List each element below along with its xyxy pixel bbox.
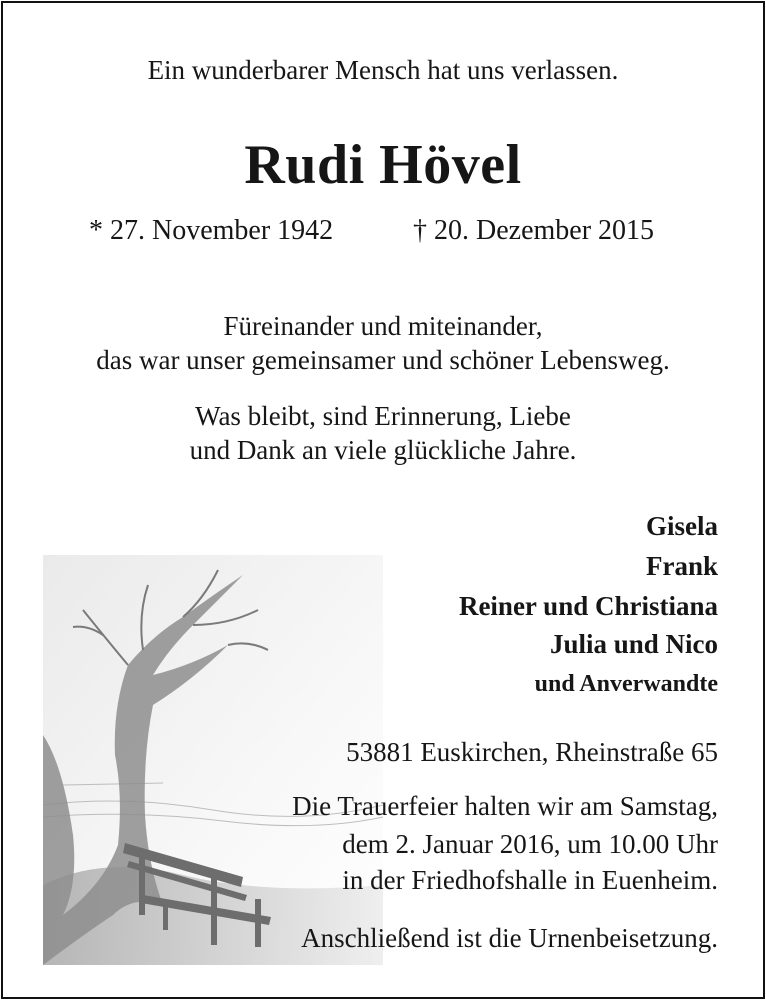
verse-line: das war unser gemeinsamer und schöner Lebensweg. (96, 345, 670, 375)
birth-date: * 27. November 1942 (89, 215, 334, 246)
verse-two (3, 399, 763, 467)
intro-text: Ein wunderbarer Mensch hat uns verlassen. (147, 55, 619, 85)
verse-line: Füreinander und miteinander, (223, 311, 543, 341)
obituary-notice (1, 1, 765, 999)
closing-text: Anschließend ist die Urnenbeisetzung. (301, 923, 718, 953)
deceased-name: Rudi Hövel (244, 134, 522, 196)
mourner-relatives: und Anverwandte (534, 671, 718, 697)
mourner-name: Reiner und Christiana (458, 591, 718, 621)
mourner-name: Julia und Nico (549, 629, 718, 659)
funeral-line: Die Trauerfeier halten wir am Samstag, (292, 791, 718, 821)
mourner-name: Frank (645, 551, 718, 581)
verse-line: und Dank an viele glückliche Jahre. (189, 435, 577, 465)
verse-line: Was bleibt, sind Erinnerung, Liebe (195, 401, 571, 431)
death-date: † 20. Dezember 2015 (413, 215, 655, 246)
tree-bench-illustration (43, 555, 383, 965)
verse-one (3, 309, 763, 377)
funeral-line: in der Friedhofshalle in Euenheim. (342, 865, 718, 895)
funeral-line: dem 2. Januar 2016, um 10.00 Uhr (342, 829, 718, 859)
mourner-name: Gisela (646, 511, 718, 541)
address: 53881 Euskirchen, Rheinstraße 65 (346, 737, 718, 767)
